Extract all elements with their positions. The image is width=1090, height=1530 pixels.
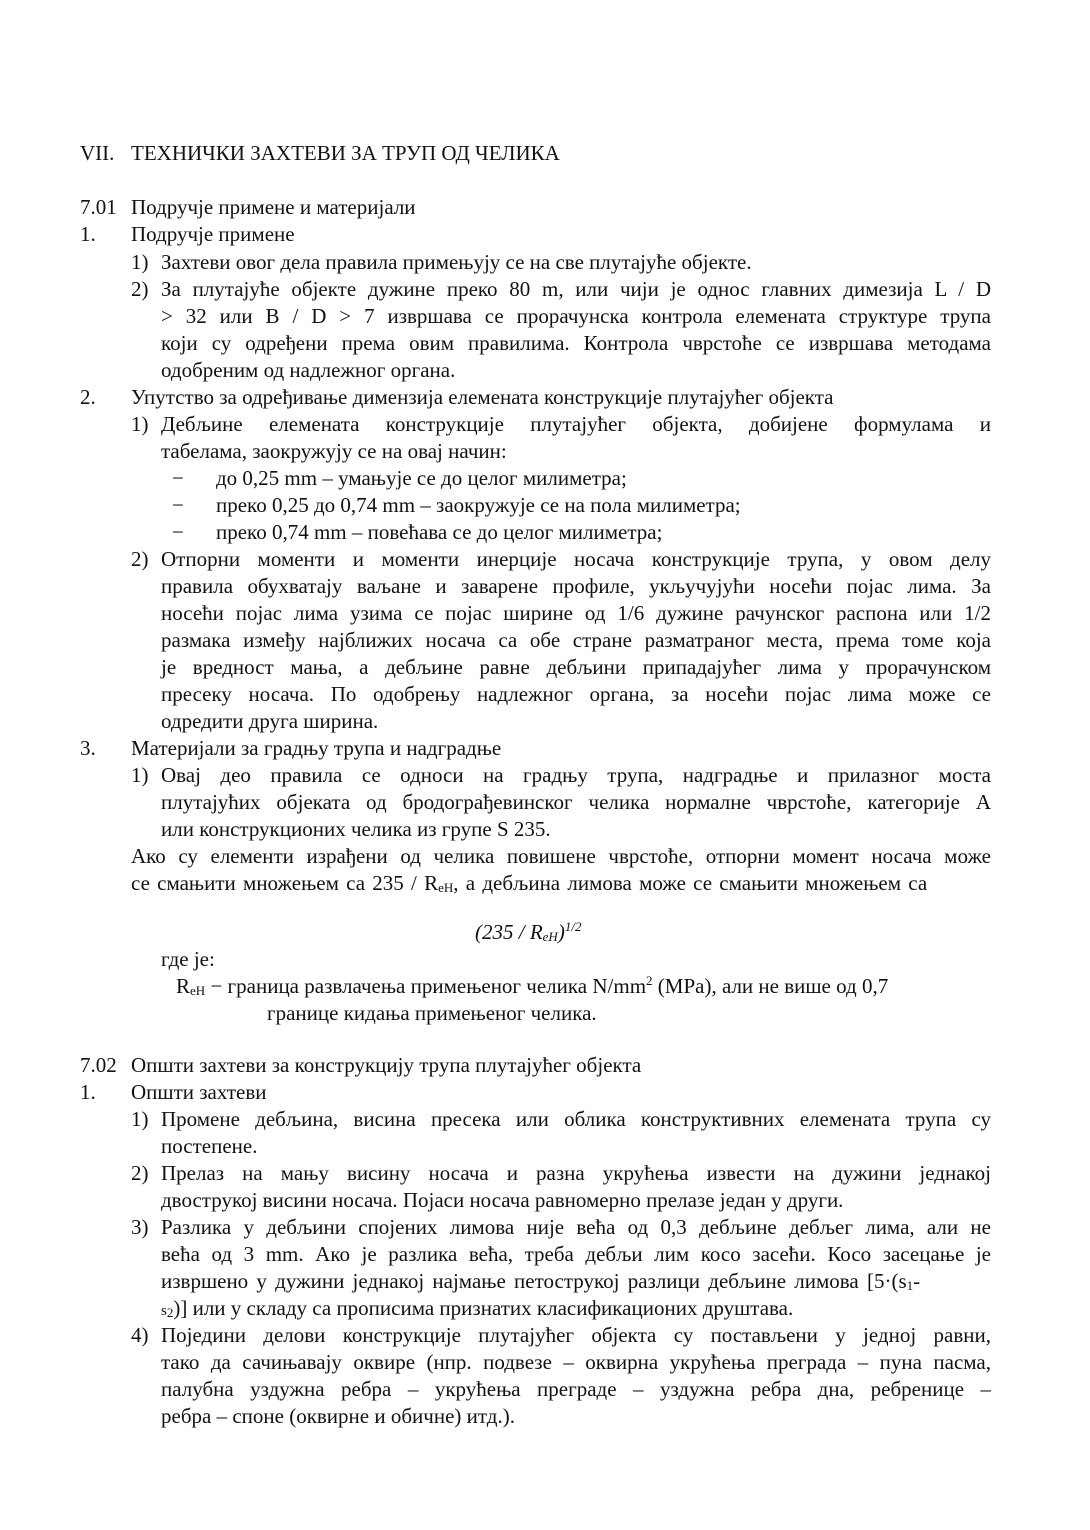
- subitem-text: Разлика у дебљини спојених лимова није већа од 0,3 дебљине дебљег лима, али не: [161, 1215, 991, 1239]
- subitem-text: Отпорни моменти и моменти инерције носача конструкције трупа, у овом делу: [161, 547, 991, 571]
- subitem-number: 2): [131, 1161, 149, 1185]
- subitem-text: размака између најближих носача са обе стране разматраног места, према томе која: [161, 628, 991, 652]
- section-title: Подручје примене и материјали: [131, 195, 416, 219]
- subitem-text: палубна уздужна ребра – укрућења преграде – уздужна ребра дна, ребренице –: [161, 1377, 991, 1401]
- subitem-text: пресеку носача. По одобрењу надлежног органа, за носећи појас лима може се: [161, 682, 991, 706]
- item-number: 3.: [80, 736, 96, 760]
- subitem-text: је вредност мања, а дебљине равне дебљини припадајућег лима у прорачунском: [161, 655, 991, 679]
- item-title: Упутство за одређивање димензија елемената конструкције плутајућег објекта: [131, 385, 834, 409]
- definition-text: границе кидања примењеног челика.: [267, 1001, 597, 1025]
- chapter-number: VII.: [80, 141, 115, 165]
- subitem-text: двострукој висини носача. Појаси носача равномерно прелазе један у други.: [161, 1188, 844, 1212]
- subitem-number: 4): [131, 1323, 149, 1347]
- item-number: 2.: [80, 385, 96, 409]
- subitem-text: Захтеви овог дела правила примењују се на све плутајуће објекте.: [161, 250, 752, 274]
- subitem-number: 1): [131, 412, 149, 436]
- subitem-text: који су одређени према овим правилима. Контрола чврстоће се извршава методама: [161, 331, 991, 355]
- subitem-text: извршено у дужини једнакој најмање петострукој разлици дебљине лимова [$5\cdot(s_1-$: [161, 1269, 921, 1293]
- item-title: Материјали за градњу трупа и надградње: [131, 736, 502, 760]
- dash-bullet: −: [172, 466, 184, 490]
- subitem-number: 3): [131, 1215, 149, 1239]
- subitem-text: одредити друга ширина.: [161, 709, 379, 733]
- bullet-text: до 0,25 mm – умањује се до целог милиметра;: [216, 466, 627, 490]
- subitem-text: табелама, заокружују се на овај начин:: [161, 439, 507, 463]
- subitem-text: носећи појас лима узима се појас ширине од 1/6 дужине рачунског распона или 1/2: [161, 601, 991, 625]
- formula: $(235 / R_{eH})^{1/2}$: [475, 919, 582, 944]
- subitem-text: тако да сачињавају оквире (нпр. подвезе – оквирна укрућења преграда – пуна пасма,: [161, 1350, 991, 1374]
- subitem-text: Поједини делови конструкције плутајућег објекта су постављени у једној равни,: [161, 1323, 991, 1347]
- subitem-text: Дебљине елемената конструкције плутајућег објекта, добијене формулама и: [161, 412, 991, 436]
- item-number: 1.: [80, 222, 96, 246]
- subitem-number: 2): [131, 547, 149, 571]
- subitem-text: $s_2$)] или у складу са прописима признатих класификационих друштава.: [161, 1296, 794, 1320]
- subitem-text: > 32 или B / D > 7 извршава се прорачунска контрола елемената структуре трупа: [161, 304, 991, 328]
- subitem-number: 1): [131, 1107, 149, 1131]
- subitem-number: 2): [131, 277, 149, 301]
- paragraph-text: Ако су елементи израђени од челика повишене чврстоће, отпорни момент носача може: [131, 844, 991, 868]
- definition-text: $R_{eH}$ − граница развлачења примењеног челика $N/mm^2$ (MPa), али не више од 0,7: [176, 973, 889, 998]
- subitem-text: Промене дебљина, висина пресека или облика конструктивних елемената трупа су: [161, 1107, 991, 1131]
- dash-bullet: −: [172, 493, 184, 517]
- where-label: где је:: [161, 947, 215, 971]
- item-title: Општи захтеви: [131, 1080, 267, 1104]
- subitem-text: правила обухватају ваљане и заварене профиле, укључујући носећи појас лима. За: [161, 574, 991, 598]
- subitem-number: 1): [131, 763, 149, 787]
- section-number: 7.01: [80, 195, 117, 219]
- paragraph-text: се смањити множењем са $235 / R_{eH}$, а дебљина лимова може се смањити множењем са: [131, 871, 928, 895]
- dash-bullet: −: [172, 520, 184, 544]
- item-number: 1.: [80, 1080, 96, 1104]
- subitem-text: одобреним од надлежног органа.: [161, 358, 456, 382]
- section-title: Општи захтеви за конструкцију трупа плутајућег објекта: [131, 1053, 642, 1077]
- chapter-title: ТЕХНИЧКИ ЗАХТЕВИ ЗА ТРУП ОД ЧЕЛИКА: [131, 141, 560, 165]
- subitem-text: За плутајуће објекте дужине преко 80 m, или чији је однос главних димезија L / D: [161, 277, 991, 301]
- subitem-text: Прелаз на мању висину носача и разна укрућења извести на дужини једнакој: [161, 1161, 991, 1185]
- section-number: 7.02: [80, 1053, 117, 1077]
- bullet-text: преко 0,25 до 0,74 mm – заокружује се на пола милиметра;: [216, 493, 741, 517]
- bullet-text: преко 0,74 mm – повећава се до целог милиметра;: [216, 520, 663, 544]
- item-title: Подручје примене: [131, 222, 295, 246]
- subitem-text: постепене.: [161, 1134, 258, 1158]
- subitem-text: ребра – споне (оквирне и обичне) итд.).: [161, 1404, 515, 1428]
- subitem-text: већа од 3 mm. Ако је разлика већа, треба дебљи лим косо засећи. Косо засецање је: [161, 1242, 991, 1266]
- subitem-text: плутајућих објеката од бродограђевинског челика нормалне чврстоће, категорије A: [161, 790, 991, 814]
- subitem-text: Овај део правила се односи на градњу трупа, надградње и прилазног моста: [161, 763, 991, 787]
- subitem-number: 1): [131, 250, 149, 274]
- subitem-text: или конструкционих челика из групе S 235.: [161, 817, 551, 841]
